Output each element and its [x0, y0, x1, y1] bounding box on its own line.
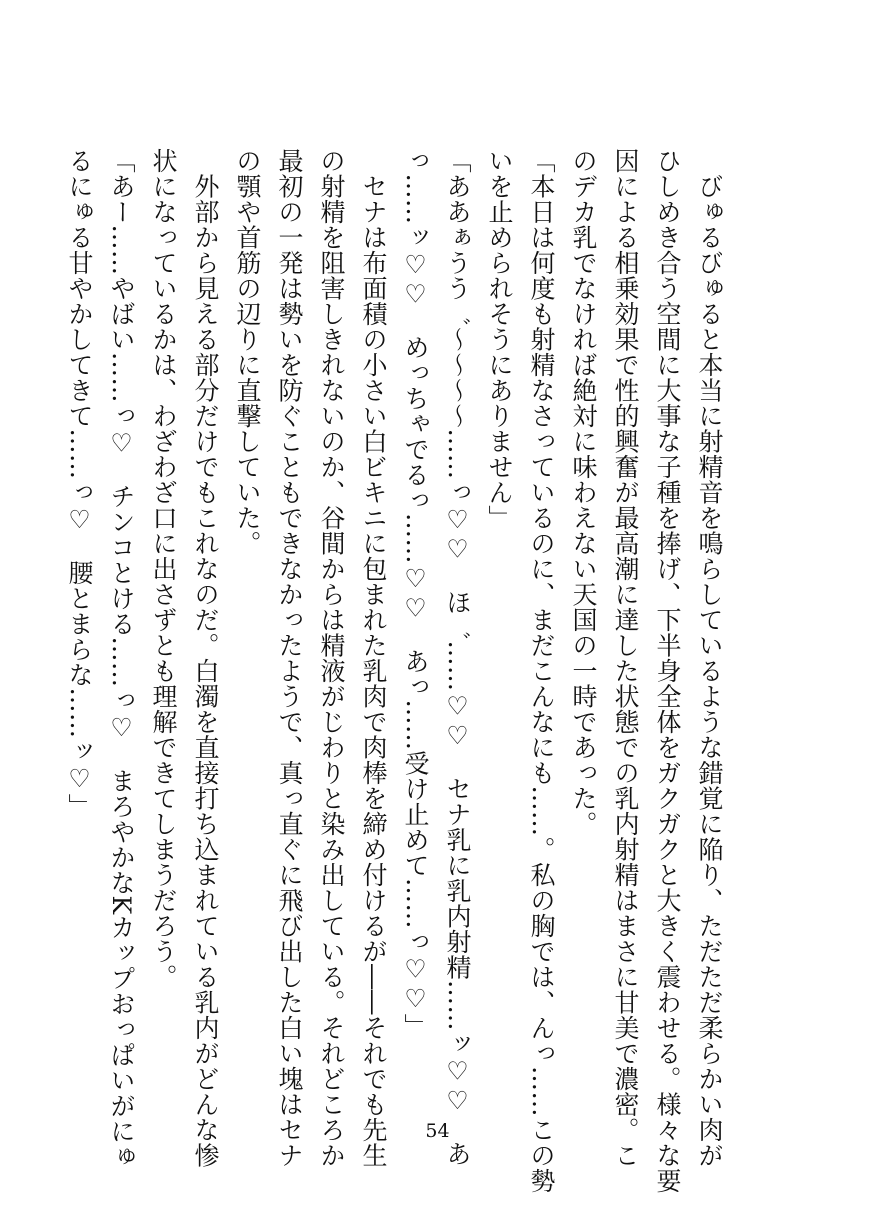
text-line: るにゅる甘やかしてきて……っ♡ 腰とまらな……ッ♡」: [65, 148, 94, 819]
text-line: びゅるびゅると本当に射精音を鳴らしているような錯覚に陥り、ただただ柔らかい肉が: [695, 148, 724, 1168]
text-line: の顎や首筋の辺りに直撃していた。: [233, 148, 262, 556]
text-line: の射精を阻害しきれないのか、谷間からは精液がじわりと染み出している。それどころか: [317, 148, 346, 1168]
text-line: いを止められそうにありません」: [485, 148, 514, 531]
text-line: 因による相乗効果で性的興奮が最高潮に達した状態での乳内射精はまさに甘美で濃密。こ: [611, 148, 640, 1168]
text-line: ひしめき合う空間に大事な子種を捧げ、下半身全体をガクガクと大きく震わせる。様々な要: [653, 148, 682, 1194]
text-line: 状になっているかは、わざわざ口に出さずとも理解できてしまうだろう。: [149, 148, 178, 990]
text-line: セナは布面積の小さい白ビキニに包まれた乳肉で肉棒を締め付けるが――それでも先生: [359, 148, 388, 1168]
text-line: 最初の一発は勢いを防ぐこともできなかったようで、真っ直ぐに飛び出した白い塊はセナ: [275, 148, 304, 1168]
text-line: 「本日は何度も射精なさっているのに、まだこんなにも……。私の胸では、んっ……この勢: [527, 148, 556, 1194]
text-line: 「ああぁうう゛〜〜〜〜……っ♡♡ ほ゛……♡♡ セナ乳に乳内射精……ッ♡♡ あ: [443, 148, 472, 1167]
text-line: 「あー……やばい……っ♡ チンコとける……っ♡ まろやかなKカップおっぱいがにゅ: [107, 148, 136, 1170]
text-line: のデカ乳でなければ絶対に味わえない天国の一時であった。: [569, 148, 598, 837]
page-number: 54: [425, 1120, 450, 1142]
text-line: っ……ッ♡♡ めっちゃでるっ……♡♡ あっ……受け止めて……っ♡♡」: [401, 148, 430, 1039]
text-line: 外部から見える部分だけでもこれなのだ。白濁を直接打ち込まれている乳内がどんな惨: [191, 148, 220, 1168]
